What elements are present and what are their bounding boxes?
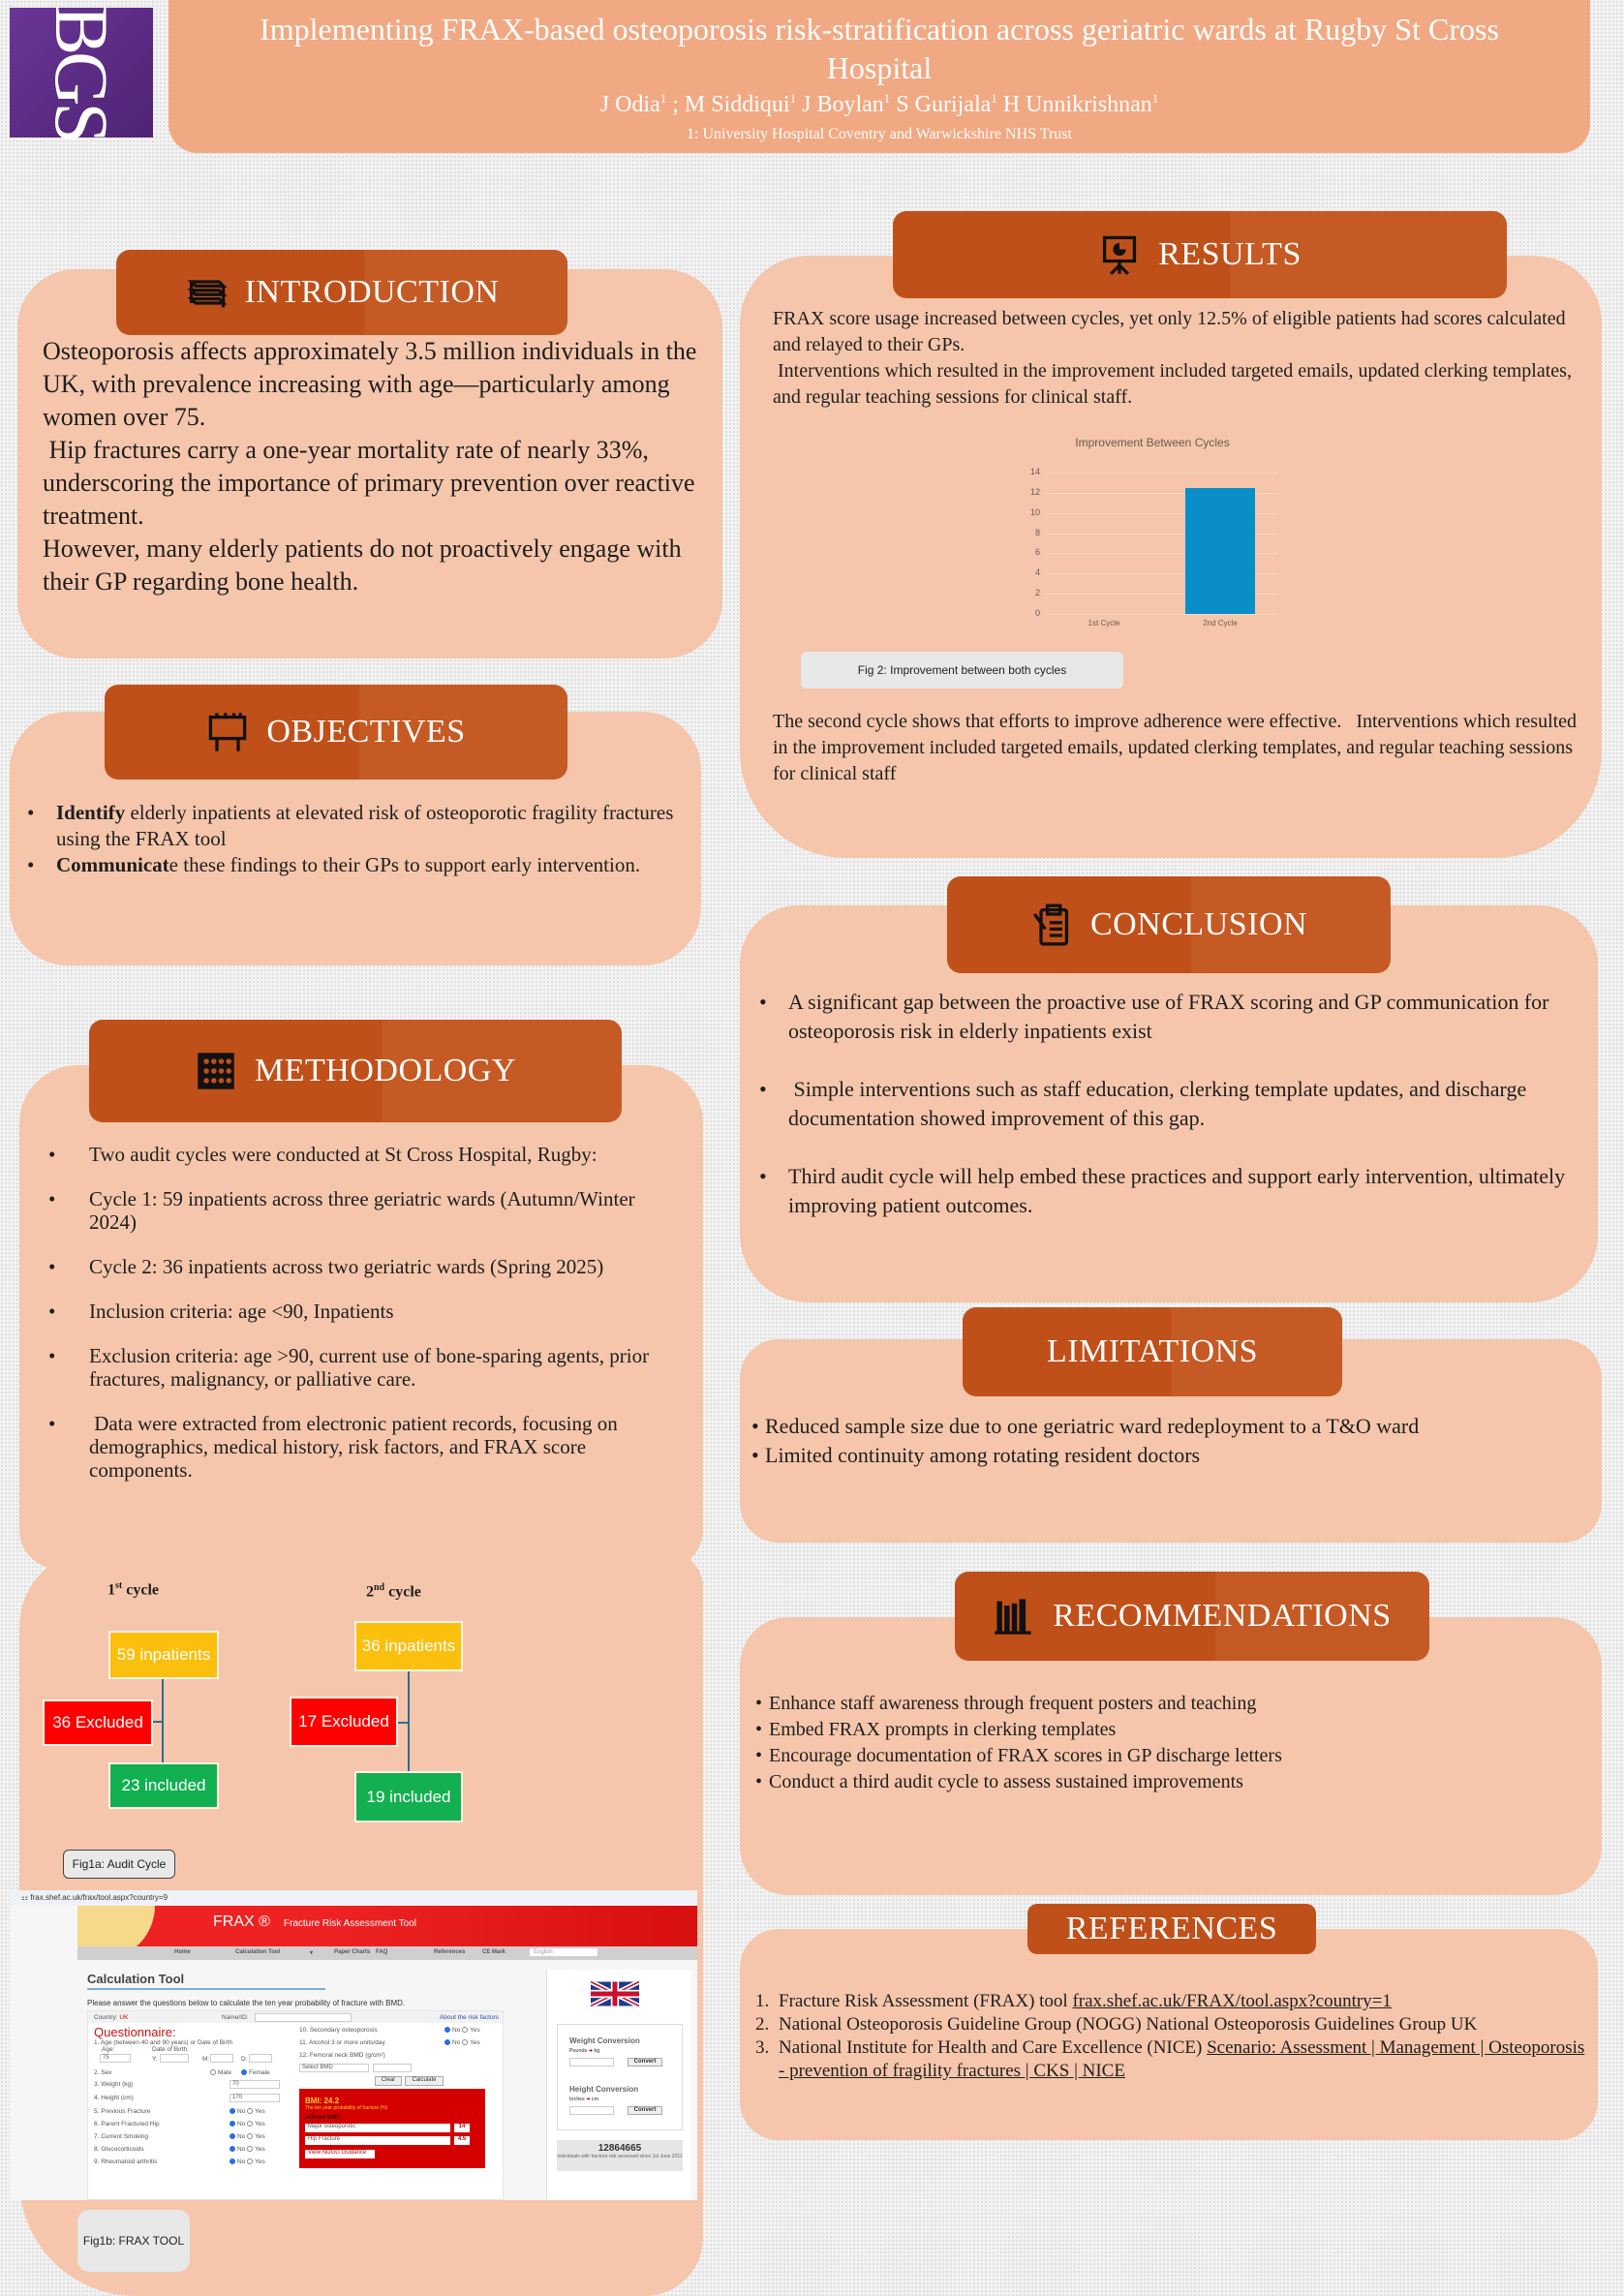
dob-year-input[interactable] — [160, 2054, 189, 2063]
age-input[interactable]: 75 — [100, 2054, 131, 2063]
affiliation: 1: University Hospital Coventry and Warwickshire NHS Trust — [687, 126, 1072, 142]
bmd-value-input[interactable] — [373, 2064, 412, 2072]
author: M Siddiqui — [684, 92, 790, 117]
smoking-radio[interactable]: No Yes — [230, 2133, 265, 2140]
list-item: • Third audit cycle will help embed these practices and support early intervention, ultimately improving patient outcomes. — [755, 1162, 1578, 1220]
conversion-box: Weight Conversion Pounds ➜ kg Convert Height Conversion Inches ➜ cm Convert — [557, 2024, 683, 2130]
fig1b-caption: Fig1b: FRAX TOOL — [77, 2210, 190, 2272]
limitations-list — [748, 1412, 1590, 1470]
improvement-bar-chart — [1017, 426, 1288, 634]
gridline — [1046, 473, 1278, 474]
recommendations-header — [955, 1572, 1429, 1661]
sex-female-radio[interactable]: Female — [241, 2069, 270, 2076]
hip-fracture-value: 4.5 — [454, 2136, 470, 2145]
y-tick-label: 4 — [1034, 567, 1040, 578]
address-bar: ⚏ frax.shef.ac.uk/frax/tool.aspx?country=9 — [10, 1890, 697, 1906]
nav-ce-mark[interactable]: CE Mark — [482, 1949, 506, 1955]
frax-brand: FRAX ® — [213, 1913, 270, 1930]
section-title: METHODOLOGY — [255, 1053, 516, 1088]
books-icon — [185, 271, 228, 314]
conclusion-header — [947, 876, 1391, 973]
convert-weight-button[interactable]: Convert — [628, 2058, 662, 2066]
nice-link[interactable]: Scenario: Assessment | Management | Osteoporosis - prevention of fragility fractures | CKS | NICE — [779, 2037, 1585, 2081]
list-item: • Simple interventions such as staff education, clerking template updates, and discharge documentation showed improvement of this gap. — [755, 1075, 1578, 1133]
instructions: Please answer the questions below to calculate the ten year probability of fracture with BMD. — [87, 1999, 406, 2007]
calculate-button[interactable]: Calculate — [405, 2076, 444, 2086]
list-item: • A significant gap between the proactive use of FRAX scoring and GP communication for osteoporosis risk in elderly inpatients exist — [755, 988, 1578, 1046]
title-banner — [169, 0, 1590, 153]
nav-faq[interactable]: FAQ — [376, 1949, 388, 1955]
y-tick-label: 0 — [1034, 608, 1040, 618]
list-item: • Enhance staff awareness through frequent posters and teaching — [751, 1691, 1584, 1717]
page-title: Calculation Tool — [87, 1972, 185, 1986]
glucocorticoids-radio[interactable]: No Yes — [230, 2146, 265, 2153]
bmi-value: BMI: 24.2 — [305, 2097, 340, 2105]
cycle-2-included-box: 19 included — [354, 1771, 463, 1822]
nav-references[interactable]: References — [434, 1949, 466, 1955]
list-item: • Two audit cycles were conducted at St Cross Hospital, Rugby: — [45, 1143, 664, 1166]
y-tick-label: 2 — [1034, 588, 1040, 598]
paragraph: Interventions which resulted in the improvement included targeted emails, updated clerking templates, and regular teaching sessions for clinical staff. — [773, 360, 1577, 408]
author: S Gurijala — [896, 92, 992, 117]
gridline — [1046, 614, 1278, 615]
bookshelf-icon — [993, 1595, 1035, 1638]
alcohol-radio[interactable]: No Yes — [444, 2039, 480, 2046]
section-title: OBJECTIVES — [266, 714, 466, 750]
objectives-list — [23, 800, 691, 878]
y-tick-label: 8 — [1034, 527, 1040, 537]
paragraph: However, many elderly patients do not proactively engage with their GP regarding bone health. — [43, 535, 682, 596]
cycle-2-total-box: 36 inpatients — [354, 1621, 463, 1671]
list-item: • Communicate these findings to their GPs to support early intervention. — [23, 852, 691, 878]
section-title: RECOMMENDATIONS — [1053, 1598, 1392, 1634]
introduction-header — [116, 250, 567, 335]
list-item: • Exclusion criteria: age >90, current use of bone-sparing agents, prior fractures, malignancy, or palliative care. — [45, 1344, 664, 1391]
list-item: • Data were extracted from electronic patient records, focusing on demographics, medical history, risk factors, and FRAX score components. — [45, 1412, 664, 1482]
x-tick-label: 2nd Cycle — [1203, 619, 1238, 628]
list-item: • Cycle 2: 36 inpatients across two geriatric wards (Spring 2025) — [45, 1255, 664, 1278]
recommendations-list — [751, 1691, 1584, 1795]
major-osteoporotic-label: Major osteoporotic — [305, 2124, 450, 2132]
section-title: LIMITATIONS — [1046, 1333, 1259, 1369]
reference-item: 3. National Institute for Health and Care Excellence (NICE) Scenario: Assessment | Management | Osteoporosis - prevention of fragility fractures | CKS | NICE — [755, 2037, 1585, 2081]
uk-flag-icon — [591, 1979, 639, 2008]
introduction-body — [43, 335, 711, 598]
major-osteoporotic-value: 14 — [454, 2124, 470, 2132]
author: H Unnikrishnan — [1002, 92, 1152, 117]
result-panel: BMI: 24.2 The ten year probability of fracture (%) without BMD Major osteoporotic 14 Hip Fracture 4.5 View NOGG Guidance — [299, 2089, 485, 2168]
nav-paper-charts[interactable]: Paper Charts — [334, 1949, 371, 1955]
nav-calculation-tool[interactable]: Calculation Tool — [235, 1949, 281, 1955]
results-summary: The second cycle shows that efforts to improve adherence were effective. Interventions which resulted in the improvement included targeted emails, updated clerking templates, and regular teaching sessions for clinical staff — [773, 711, 1582, 784]
section-title: RESULTS — [1158, 236, 1302, 272]
about-risk-factors-link[interactable]: About the risk factors — [439, 2014, 499, 2021]
reference-item: 2. National Osteoporosis Guideline Group (NOGG) National Osteoporosis Guidelines Group UK — [755, 2014, 1478, 2035]
cycle-2-title: 2nd cycle — [366, 1582, 421, 1601]
nav-home[interactable]: Home — [174, 1949, 191, 1955]
author: J Boylan — [802, 92, 884, 117]
convert-height-button[interactable]: Convert — [628, 2106, 662, 2115]
pounds-input[interactable] — [569, 2058, 614, 2066]
list-item: • Encourage documentation of FRAX scores in GP discharge letters — [751, 1743, 1584, 1769]
methodology-header — [89, 1020, 622, 1122]
list-item: • Limited continuity among rotating resident doctors — [748, 1441, 1590, 1470]
nav-dropdown-icon[interactable]: ▾ — [310, 1950, 314, 1956]
connector — [398, 1722, 409, 1724]
list-item: • Reduced sample size due to one geriatric ward redeployment to a T&O ward — [748, 1412, 1590, 1441]
frax-link[interactable]: frax.shef.ac.uk/FRAX/tool.aspx?country=1 — [1072, 1991, 1392, 2011]
view-nogg-guidance-button[interactable]: View NOGG Guidance — [305, 2150, 375, 2158]
frax-nav — [77, 1946, 697, 1960]
abacus-icon — [195, 1050, 237, 1092]
language-select[interactable]: English — [530, 1948, 598, 1956]
objectives-header — [105, 685, 567, 780]
name-id-input[interactable] — [255, 2013, 352, 2022]
author: J Odia — [599, 92, 660, 117]
x-tick-label: 1st Cycle — [1088, 619, 1120, 628]
inches-input[interactable] — [569, 2106, 614, 2115]
dob-day-input[interactable] — [249, 2054, 272, 2063]
hip-fracture-label: Hip Fracture — [305, 2136, 450, 2145]
parent-hip-radio[interactable]: No Yes — [230, 2121, 265, 2128]
sex-male-radio[interactable]: Male — [210, 2069, 231, 2076]
list-item: • Embed FRAX prompts in clerking templates — [751, 1717, 1584, 1743]
frax-form: Country: UK Name/ID: About the risk factors Questionnaire: 1. Age (between 40 and 90 years) or Date of Birth Age: Date of Birth: 75 Y: M: D: 2. Sex Male Female 3. Weight (kg) 70 4. Height (cm) 170 5. Previous Fracture No Yes 6. Parent Fractured Hip No Yes 7. Current Smoking No Yes 8. Glucocorticoids No Yes 9. Rheumatoid arthritis No Yes 10. Secondary osteoporosis No Yes 11. Alcohol 3 or more units/day No Yes 12. Femoral neck BMD (g/cm²) Select BMD Clear Calculate BMI: 24.2 The ten year probability of fracture (%) without BMD Major osteoporotic 14 Hip Fracture 4.5 View NOGG Guidance — [87, 2010, 504, 2200]
bgs-logo — [10, 5, 153, 140]
secondary-osteoporosis-radio[interactable]: No Yes — [444, 2027, 480, 2034]
list-item: • Cycle 1: 59 inpatients across three geriatric wards (Autumn/Winter 2024) — [45, 1187, 664, 1234]
dob-month-input[interactable] — [210, 2054, 233, 2063]
limitations-header — [963, 1307, 1342, 1396]
frax-brand-sub: Fracture Risk Assessment Tool — [283, 1918, 416, 1929]
fig2-caption: Fig 2: Improvement between both cycles — [801, 652, 1123, 689]
questionnaire-title: Questionnaire: — [94, 2025, 176, 2039]
references-list — [755, 1990, 1588, 2083]
results-intro — [773, 306, 1586, 411]
signboard-icon — [206, 711, 249, 753]
bar — [1185, 488, 1255, 614]
frax-tool-screenshot — [10, 1890, 697, 2200]
chart-title: Improvement Between Cycles — [1075, 436, 1230, 449]
title-underline — [87, 1988, 325, 1990]
height-input[interactable]: 170 — [230, 2094, 280, 2102]
author-list: J Odia$^1$ ; M Siddiqui$^1$ J Boylan$^1$ S Gurijala$^1$ H Unnikrishnan$^1$ — [599, 91, 1159, 117]
y-tick-label: 12 — [1029, 486, 1040, 497]
connector — [152, 1721, 163, 1723]
clipboard-pen-icon — [1030, 903, 1073, 946]
paragraph: FRAX score usage increased between cycles, yet only 12.5% of eligible patients had scores calculated and relayed to their GPs. — [773, 308, 1566, 355]
paragraph: Hip fractures carry a one-year mortality rate of nearly 33%, underscoring the importance of primary prevention over reactive treatment. — [43, 436, 702, 530]
cycle-2-excluded-box: 17 Excluded — [290, 1697, 398, 1747]
assessment-counter: 12864665 individuals with fracture risk assessed since 1st June 2011 — [557, 2140, 683, 2171]
section-title: REFERENCES — [1065, 1911, 1278, 1946]
y-tick-label: 14 — [1029, 467, 1040, 476]
reference-item: 1. Fracture Risk Assessment (FRAX) tool frax.shef.ac.uk/FRAX/tool.aspx?country=1 — [755, 1991, 1392, 2011]
frax-header — [77, 1906, 697, 1946]
frax-sidebar — [546, 1970, 691, 2200]
paragraph: Osteoporosis affects approximately 3.5 million individuals in the UK, with prevalence increasing with age—particularly among women over 75. — [43, 337, 697, 431]
list-item: • Conduct a third audit cycle to assess sustained improvements — [751, 1769, 1584, 1795]
section-title: CONCLUSION — [1089, 906, 1308, 942]
previous-fracture-radio[interactable]: No Yes — [230, 2108, 265, 2115]
bmd-select[interactable]: Select BMD — [299, 2064, 369, 2072]
site-icon: ⚏ — [21, 1893, 31, 1902]
references-header — [1027, 1904, 1316, 1954]
cycle-1-included-box: 23 included — [108, 1762, 219, 1809]
y-tick-label: 6 — [1034, 547, 1040, 558]
section-title: INTRODUCTION — [244, 274, 500, 310]
y-tick-label: 10 — [1029, 506, 1040, 517]
results-header — [893, 211, 1507, 298]
list-item: • Inclusion criteria: age <90, Inpatients — [45, 1300, 664, 1323]
rheumatoid-radio[interactable]: No Yes — [230, 2158, 265, 2165]
logo-text: BGS — [39, 5, 124, 140]
presentation-chart-icon — [1098, 233, 1141, 276]
poster-title: Implementing FRAX-based osteoporosis risk-stratification across geriatric wards at Rugby St Cross Hospital — [260, 12, 1499, 85]
weight-input[interactable]: 70 — [230, 2080, 280, 2089]
clear-button[interactable]: Clear — [375, 2076, 402, 2086]
list-item: • Identify elderly inpatients at elevated risk of osteoporotic fragility fractures using the FRAX tool — [23, 800, 691, 852]
cycle-1-total-box: 59 inpatients — [108, 1631, 219, 1679]
cycle-1-excluded-box: 36 Excluded — [43, 1699, 153, 1746]
methodology-list — [45, 1143, 664, 1482]
fig1a-caption: Fig1a: Audit Cycle — [63, 1850, 175, 1879]
cycle-1-title: 1st cycle — [107, 1580, 159, 1599]
conclusion-list — [755, 988, 1578, 1220]
